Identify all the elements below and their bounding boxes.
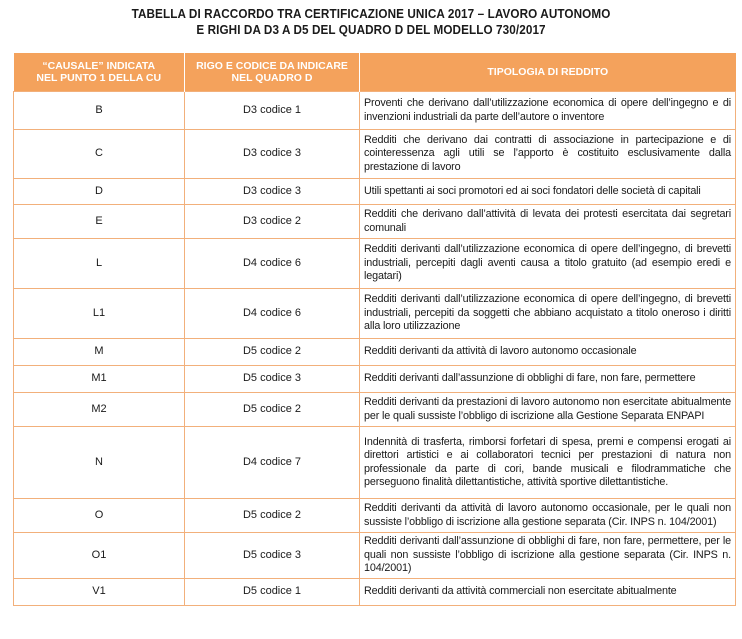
causale-cell: B (14, 92, 185, 130)
rigo-cell: D4 codice 7 (185, 427, 360, 499)
table-row (14, 533, 736, 579)
rigo-cell: D4 codice 6 (185, 289, 360, 339)
tipologia-cell: Redditi derivanti da attività di lavoro autonomo occasionale, per le quali non sussiste l’obbligo di iscrizione alla gestione separata (Cir. INPS n. 104/2001) (360, 499, 736, 533)
header-causale-line2: NEL PUNTO 1 DELLA CU (36, 72, 162, 84)
title-line-2: E RIGHI DA D3 A D5 DEL QUADRO D DEL MODELLO 730/2017 (196, 23, 546, 37)
causale-cell: M (14, 339, 185, 366)
table-row (14, 578, 736, 605)
table-row (14, 499, 736, 533)
tipologia-cell: Proventi che derivano dall’utilizzazione economica di opere dell’ingegno e di invenzioni industriali da parte dell’autore o inventore (360, 92, 736, 130)
header-row (14, 53, 736, 92)
table-row (14, 130, 736, 179)
rigo-cell: D5 codice 2 (185, 339, 360, 366)
tipologia-cell: Redditi derivanti da attività di lavoro autonomo occasionale (360, 339, 736, 366)
tipologia-cell: Redditi derivanti dall’utilizzazione economica di opere dell’ingegno, di brevetti industriali, percepiti da soggetti che abbiano acquistato a titolo oneroso i diritti alla loro utilizzazione (360, 289, 736, 339)
header-causale (14, 53, 185, 92)
header-tipologia: TIPOLOGIA DI REDDITO (360, 53, 736, 92)
table-row (14, 239, 736, 289)
header-rigo (185, 53, 360, 92)
table-row (14, 289, 736, 339)
rigo-cell: D3 codice 2 (185, 205, 360, 239)
rigo-cell: D4 codice 6 (185, 239, 360, 289)
rigo-cell: D3 codice 3 (185, 179, 360, 205)
table-row (14, 205, 736, 239)
causale-cell: O1 (14, 533, 185, 579)
table-row (14, 427, 736, 499)
table-row (14, 179, 736, 205)
causale-cell: O (14, 499, 185, 533)
rigo-cell: D5 codice 3 (185, 366, 360, 393)
causale-cell: M2 (14, 393, 185, 427)
tipologia-cell: Redditi derivanti dall’utilizzazione economica di opere dell’ingegno, di brevetti industriali, percepiti dagli aventi causa a titolo gratuito (ad esempio eredi e legatari) (360, 239, 736, 289)
causale-cell: N (14, 427, 185, 499)
raccordo-table (13, 53, 736, 606)
tipologia-cell: Redditi derivanti da attività commerciali non esercitate abitualmente (360, 578, 736, 605)
causale-cell: L (14, 239, 185, 289)
tipologia-cell: Redditi derivanti dall’assunzione di obblighi di fare, non fare, permettere, per le quali non sussiste l’obbligo di iscrizione alla gestione separata (Cir. INPS n. 104/2001) (360, 533, 736, 579)
table-body (14, 92, 736, 606)
tipologia-cell: Redditi derivanti dall’assunzione di obblighi di fare, non fare, permettere (360, 366, 736, 393)
table-row (14, 92, 736, 130)
title-line-1: TABELLA DI RACCORDO TRA CERTIFICAZIONE UNICA 2017 – LAVORO AUTONOMO (131, 7, 611, 21)
table-row (14, 393, 736, 427)
tipologia-cell: Indennità di trasferta, rimborsi forfetari di spesa, premi e compensi erogati ai direttori artistici e ai collaboratori tecnici per prestazioni di natura non professionale da parte di cori, bande musicali e filodrammatiche che perseguono finalità dilettantistiche, attività sportive dilettantistiche. (360, 427, 736, 499)
document-title (26, 0, 716, 38)
rigo-cell: D5 codice 3 (185, 533, 360, 579)
rigo-cell: D3 codice 1 (185, 92, 360, 130)
tipologia-cell: Redditi che derivano dai contratti di associazione in partecipazione e di cointeressenza agli utili se l’apporto è costituito esclusivamente dalla prestazione di lavoro (360, 130, 736, 179)
causale-cell: D (14, 179, 185, 205)
header-rigo-line2: NEL QUADRO D (231, 72, 313, 84)
tipologia-cell: Utili spettanti ai soci promotori ed ai soci fondatori delle società di capitali (360, 179, 736, 205)
rigo-cell: D3 codice 3 (185, 130, 360, 179)
tipologia-cell: Redditi derivanti da prestazioni di lavoro autonomo non esercitate abitualmente per le quali sussiste l’obbligo di iscrizione alla Gestione Separata ENPAPI (360, 393, 736, 427)
causale-cell: M1 (14, 366, 185, 393)
table-row (14, 339, 736, 366)
header-causale-line1: “CAUSALE” INDICATA (42, 60, 156, 72)
causale-cell: V1 (14, 578, 185, 605)
rigo-cell: D5 codice 2 (185, 499, 360, 533)
header-rigo-line1: RIGO E CODICE DA INDICARE (196, 60, 348, 72)
rigo-cell: D5 codice 1 (185, 578, 360, 605)
table-row (14, 366, 736, 393)
tipologia-cell: Redditi che derivano dall’attività di levata dei protesti esercitata dai segretari comunali (360, 205, 736, 239)
table-header (14, 53, 736, 92)
causale-cell: C (14, 130, 185, 179)
rigo-cell: D5 codice 2 (185, 393, 360, 427)
causale-cell: L1 (14, 289, 185, 339)
causale-cell: E (14, 205, 185, 239)
